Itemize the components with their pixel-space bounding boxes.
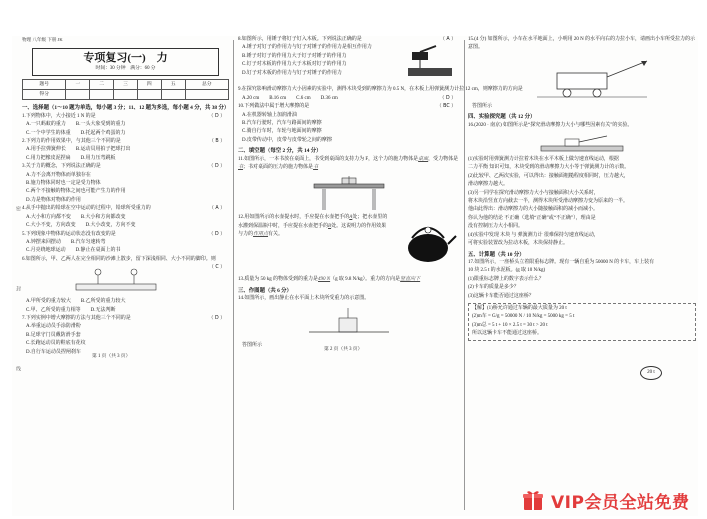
q16-line: 二力平衡 知识可知，木块受到的滑动摩擦力大小等于弹簧测力计的示数。	[468, 165, 630, 171]
score-cell	[137, 90, 161, 100]
q17-part: (3)这辆卡车能否通过这座桥？	[468, 293, 534, 299]
gift-bow	[527, 491, 538, 494]
q1-option-line: C.一个中学生的体重 D.托起两个鸡蛋的力	[26, 130, 126, 136]
answer-6: （ C ）	[209, 265, 225, 271]
section-1-heading: 一、选择题（1～10 题为单选，每小题 3 分；11、12 题为多选，每小题 4 分，共 38 分）	[22, 105, 230, 112]
wood-board	[408, 68, 452, 76]
score-cell: 五	[161, 80, 185, 90]
book-on-table-figure	[304, 174, 394, 212]
person-b-head	[131, 269, 137, 275]
question-6: 6.如图所示，甲、乙两人在完全相同的沙滩上散步，留下深浅相同、大小不同的脚印。则	[22, 256, 216, 262]
section-3-heading: 三、作图题（共 6 分）	[238, 287, 292, 294]
q7-option-line: C.长跑运动员的鞋底有花纹	[26, 341, 86, 347]
gift-ribbon	[532, 494, 534, 510]
solution-line: (2)m车 = G/g = 50000 N / 10 N/kg = 5000 kg = 5 t	[472, 314, 575, 320]
q11-answer: 书	[313, 165, 319, 171]
q3-option-line: B.施力物体同时也一定是受力物体	[26, 181, 101, 187]
question-12: 12.用如图所示的水壶提水时，手应提在水壶把手的A处；把水壶里的水灌到保温瓶中时，手应提在水壶把手的B处。这说明力的作用效果与力的作用点有关。	[238, 215, 388, 238]
q11-answer: 桌面	[418, 156, 429, 162]
figure-caption-2: 答图所示	[242, 342, 263, 348]
question-5: 5.下列现象中物体的运动状态没有改变的是 （ D ）	[22, 231, 229, 239]
table-leg	[372, 188, 376, 210]
question-14: 14.如图所示，画出静止在水平面上木块所受重力的示意图。	[238, 296, 370, 302]
table-leg	[322, 188, 326, 210]
score-table-score-row	[23, 90, 229, 100]
question-13: 13.质量为 50 kg 的物体受到的重力是490 N（g 取 9.8 N/kg）。重力的方向是竖直向下	[238, 277, 421, 283]
q12-answer: A	[349, 215, 353, 221]
question-7: 7.下列实例中增大摩擦的方法与其他三个不同的是 （ D ）	[22, 315, 229, 323]
sand-strip	[76, 284, 156, 290]
q16-line: 滑动摩擦力越大。	[468, 182, 509, 188]
answer-10: （ BC ）	[436, 104, 456, 110]
solution-line: 所以这辆卡车不能通过这座桥。	[472, 331, 543, 337]
q9-option-line: A.20 cm B.16 cm C.6 cm D.36 cm	[242, 95, 338, 101]
question-1: 1.下列物体中，大小接近 1 N 的是 （ D ）	[22, 113, 229, 121]
q8-option-line: B.锤子对钉子的作用力大于钉子对锤子的作用力	[242, 53, 347, 59]
answer-1: （ D ）	[208, 113, 225, 119]
question-2: 2.下列力的作用效果中，与其他三个不同的是 （ B ）	[22, 138, 229, 146]
q1-option-line: A.一只蚂蚁的重力 B.一头大象受到的重力	[26, 122, 126, 128]
q8-block	[238, 44, 460, 86]
q16-line: 没有控制压力大小相同。	[468, 224, 524, 230]
question-9: 9.在探究影响滑动摩擦力大小因素的实验中，测得木块受到的摩擦力为 0.5 N，在木板上用弹簧测力计拉 12 cm，则摩擦力的方向是	[238, 87, 523, 93]
q13-answer: 490 N	[318, 277, 331, 283]
board	[541, 146, 623, 151]
wood-block	[565, 139, 579, 146]
pull-arrow	[607, 61, 647, 77]
margin-mark-1: 密	[15, 206, 20, 211]
section-5-heading: 五、计算题（共 10 分）	[468, 251, 525, 258]
q16-line: 将木块沿竖直方向截去一半，测得木块所受滑动摩擦力变为原来的一半。	[468, 199, 629, 205]
answer-9: （ D ）	[439, 95, 456, 101]
score-cell	[66, 90, 90, 100]
chapter-title: 专项复习(一) 力	[83, 52, 168, 65]
hammer-head	[412, 52, 428, 60]
q17-part: (2)卡车的质量是多少？	[468, 285, 519, 291]
column-3	[468, 36, 696, 341]
q11-answer: 书	[238, 165, 244, 171]
question-8: 8.如图所示，用锤子将钉子钉入木板。下列说法正确的是 （ A ）	[238, 36, 460, 44]
score-table	[22, 79, 229, 100]
score-cell: 一	[66, 80, 90, 90]
section-4-heading: 四、实验探究题（共 12 分）	[468, 114, 536, 121]
column-separator	[464, 40, 465, 510]
q12-block	[238, 214, 460, 276]
q16-line: 他由此得出：滑动摩擦力的大小随接触面积的减小而减小。	[468, 207, 599, 213]
page-footer-2: 第 2 页（共 3 页）	[324, 346, 363, 352]
q5-option-line: A.钟摆来回摆动 B.汽车匀速转弯	[26, 239, 106, 245]
score-cell: 题号	[23, 80, 66, 90]
question-10: 10.下列做法中属于增大摩擦的是 （ BC ）	[238, 103, 460, 111]
q12-answer: B	[328, 223, 332, 229]
cart-body	[557, 73, 607, 89]
score-cell: 总分	[185, 80, 228, 90]
score-cell	[90, 90, 114, 100]
q16-line: 可将实验装置改为拉动木板，木块保持静止。	[468, 241, 569, 247]
q6-option-line: C.甲、乙所受的重力相等 D.无法判断	[26, 307, 116, 313]
q8-option-line: D.钉子对木板的作用力与钉子对锤子的作用力	[242, 70, 342, 76]
figure-caption-3: 答图所示	[472, 103, 493, 109]
q10-option-line: B.汽车行驶时，汽车与路面间的摩擦	[242, 121, 322, 127]
q8-option-line: A.锤子对钉子的作用力与钉子对锤子的作用力是相互作用力	[242, 45, 372, 51]
weight-limit-sign: 20 t	[640, 366, 662, 380]
chapter-box	[32, 48, 219, 76]
q3-option-line: D.力是物体对物体的作用	[26, 197, 81, 203]
answer-7: （ D ）	[208, 315, 225, 321]
score-cell	[185, 90, 228, 100]
kettle-spout	[448, 236, 456, 244]
solution-line: 【解】(1)桥允许通过车辆的最大质量为 20 t	[472, 305, 567, 311]
cart-wheel	[593, 89, 601, 97]
block-on-ground-figure	[299, 306, 399, 340]
q4-option-line: A.大小和方向都不变 B.大小和方向都改变	[26, 214, 126, 220]
section-2-heading: 二、填空题（每空 2 分，共 14 分）	[238, 148, 322, 155]
q2-option-line: C.用力把橡皮泥捏扁 D.用力压弯跳板	[26, 155, 116, 161]
q10-option-line: A.在机器转轴上加润滑油	[242, 112, 297, 118]
q7-option-line: B.足球守门员戴防滑手套	[26, 332, 81, 338]
answer-2: （ B ）	[209, 139, 225, 145]
arrowhead	[641, 61, 647, 66]
spring-scale	[579, 136, 607, 142]
solution-line: (3)m总 = 5 t + 10 × 2.5 t = 30 t > 20 t	[472, 322, 548, 328]
q7-option-line: A.举重运动员手涂防滑粉	[26, 324, 81, 330]
hammer-handle	[420, 46, 436, 52]
score-cell: 三	[114, 80, 138, 90]
kettle-body	[408, 234, 448, 262]
margin-mark-2: 封	[15, 286, 20, 291]
sand-footprints-figure	[56, 266, 176, 296]
gift-icon	[521, 488, 545, 512]
kettle-figure	[398, 216, 458, 266]
q10-option-line: D.皮带传动中，皮带与皮带轮之间的摩擦	[242, 137, 332, 143]
person-a-head	[95, 269, 101, 275]
q2-option-line: A.用手拉弹簧伸长 B.运动员用拍子把球打出	[26, 147, 131, 153]
page-footer-1: 第 1 页（共 3 页）	[92, 353, 131, 359]
answer-5: （ D ）	[208, 231, 225, 237]
q13-answer: 竖直向下	[400, 277, 421, 283]
column-separator	[233, 40, 234, 510]
answer-4: （ A ）	[209, 206, 225, 212]
solution-box	[468, 303, 696, 341]
q16-line: (3)另一同学在探究滑动摩擦力大小与接触面积大小关系时，	[468, 190, 599, 196]
friction-experiment-figure	[537, 132, 627, 154]
page-header: 物理 八年级 下册 JK	[22, 37, 63, 42]
question-17: 17.如图所示，一座桥头立着限重标志牌。现有一辆自重为 50000 N 的卡车，车上装有 10 块 2.5 t 的水泥板。(g 取 10 N/kg)	[468, 259, 655, 274]
q12-answer: 作用点	[253, 232, 269, 238]
q5-option-line: C.月亮绕地球运动 D.静止在桌面上的书	[26, 248, 121, 254]
q16-line: 你认为他的结论 不正确（选填“正确”或“不正确”），理由是	[468, 215, 596, 221]
question-11: 11.如图所示，一本书放在桌面上，书受到桌面的支持力为 F，这个力的施力物体是桌面，受力物体是书；书对桌面的压力的施力物体是书	[238, 156, 459, 171]
exam-page	[12, 36, 698, 516]
answer-8: （ A ）	[440, 37, 456, 42]
score-cell: 四	[137, 80, 161, 90]
wood-block	[339, 318, 357, 332]
cart-wheel	[563, 89, 571, 97]
cart-figure	[507, 55, 657, 101]
score-cell: 得分	[23, 90, 66, 100]
kettle-lid	[425, 227, 431, 233]
question-15: 15.(4 分) 如图所示，小车在水平地面上，小明用 20 N 的水平向右的力拉小车，请画出小车所受拉力的示意图。	[468, 37, 695, 51]
score-cell	[114, 90, 138, 100]
question-16: 16.(2020 · 南京) 如图所示是“探究滑动摩擦力大小与哪些因素有关”的实验。	[468, 122, 633, 128]
question-4: 4.从手中抛出的铅球在空中运动的过程中，铅球所受重力的 （ A ）	[22, 205, 229, 213]
q16-line: (1)实验时用弹簧测力计拉着木块在水平木板上做匀速直线运动，根据	[468, 157, 619, 163]
q16-line: (2)比较甲、乙两次实验，可以得出：接触面粗糙程度相同时，压力越大，	[468, 173, 629, 179]
score-cell: 二	[90, 80, 114, 90]
q3-option-line: A.力不会离开物体而单独存在	[26, 172, 91, 178]
question-3: 3.关于力的概念，下列说法正确的是 （ D ）	[22, 163, 229, 171]
q3-option-line: C.两个不接触的物体之间也可能产生力的作用	[26, 189, 126, 195]
table-top	[314, 184, 384, 188]
q6-option-line: A.甲所受的重力较大 B.乙所受的重力较大	[26, 299, 126, 305]
q10-option-line: C.骑自行车时，车轮与地面间的摩擦	[242, 129, 322, 135]
vip-watermark[interactable]	[521, 487, 699, 513]
q8-option-line: C.钉子对木板的作用力大于木板对钉子的作用力	[242, 62, 347, 68]
q4-option-line: C.大小不变，方向改变 D.大小改变，方向不变	[26, 223, 136, 229]
score-cell	[161, 90, 185, 100]
hammer-nail-figure	[406, 44, 456, 82]
q7-option-line: D.自行车运动员捏闸刹车	[26, 349, 81, 355]
chapter-subtitle: 时间：30 分钟 满分：60 分	[95, 66, 156, 72]
watermark-text: VIP会员全站免费	[551, 492, 690, 513]
q16-line: (4)实验中发现 木块 与 弹簧测力计 很难保持匀速直线运动，	[468, 232, 599, 238]
answer-3: （ D ）	[208, 164, 225, 170]
score-table-header-row	[23, 80, 229, 90]
column-1	[22, 36, 229, 357]
q17-part: (1)限重标志牌上的数字表示什么？	[468, 276, 544, 282]
margin-mark-3: 线	[15, 366, 20, 371]
